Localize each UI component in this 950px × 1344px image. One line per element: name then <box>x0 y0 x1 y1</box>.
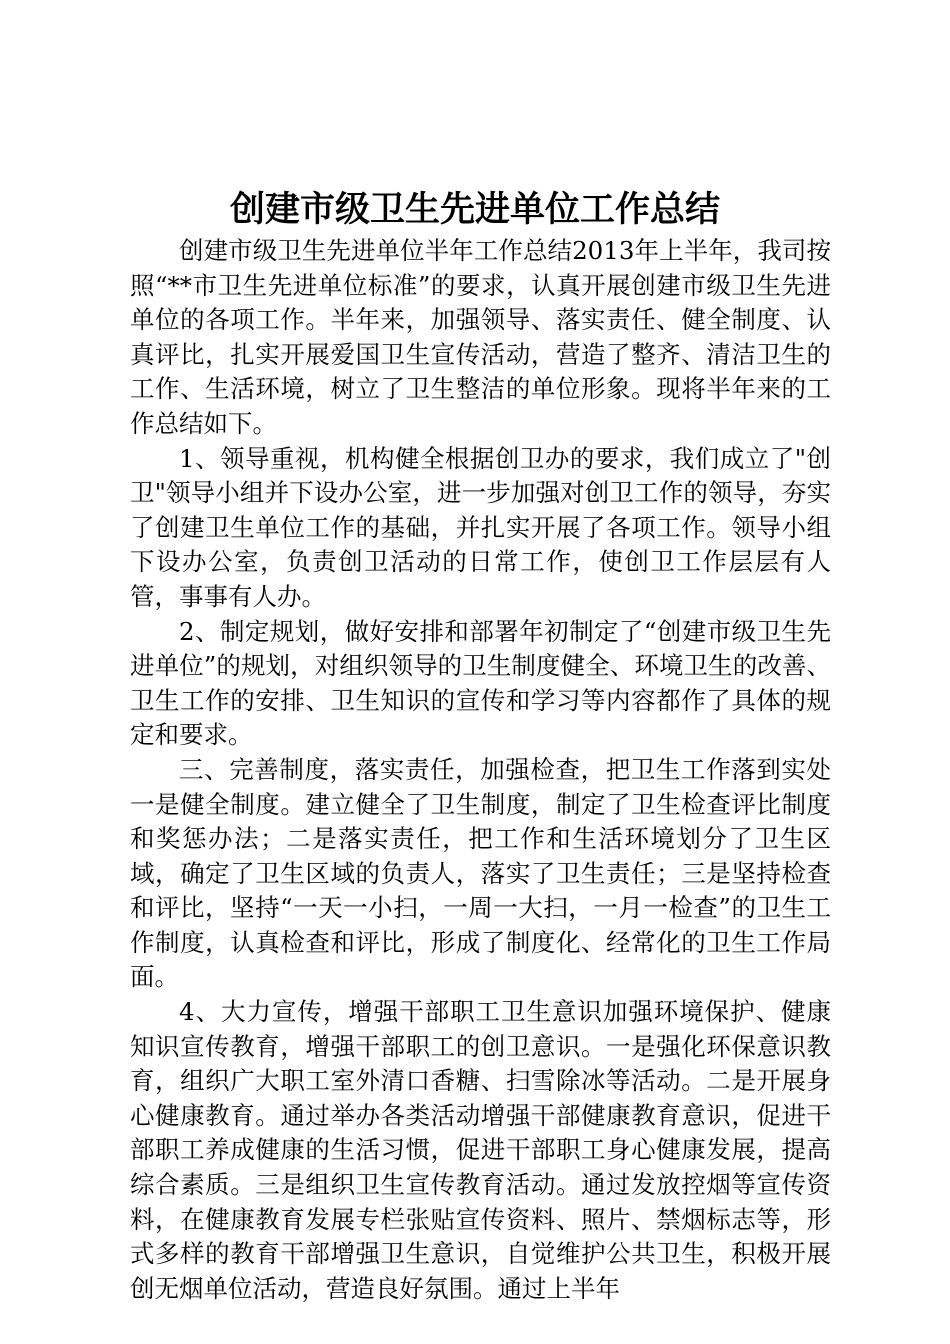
paragraph-section-4: 4、大力宣传，增强干部职工卫生意识加强环境保护、健康知识宣传教育，增强干部职工的创卫意识。一是强化环保意识教育，组织广大职工室外清口香糖、扫雪除冰等活动。二是开展身心健康教育。通过举办各类活动增强干部健康教育意识，促进干部职工养成健康的生活习惯，促进干部职工身心健康发展，提高综合素质。三是组织卫生宣传教育活动。通过发放控烟等宣传资料，在健康教育发展专栏张贴宣传资料、照片、禁烟标志等，形式多样的教育干部增强卫生意识，自觉维护公共卫生，积极开展创无烟单位活动，营造良好氛围。通过上半年 <box>130 997 831 1303</box>
document-title: 创建市级卫生先进单位工作总结 <box>229 190 720 230</box>
paragraph-section-3: 三、完善制度，落实责任，加强检查，把卫生工作落到实处一是健全制度。建立健全了卫生制度，制定了卫生检查评比制度和奖惩办法；二是落实责任，把工作和生活环境划分了卫生区域，确定了卫生区域的负责人，落实了卫生责任；三是坚持检查和评比，坚持“一天一小扫，一周一大扫，一月一检查”的卫生工作制度，认真检查和评比，形成了制度化、经常化的卫生工作局面。 <box>130 754 831 992</box>
paragraph-intro: 创建市级卫生先进单位半年工作总结2013年上半年，我司按照“**市卫生先进单位标准”的要求，认真开展创建市级卫生先进单位的各项工作。半年来，加强领导、落实责任、健全制度、认真评比，扎实开展爱国卫生宣传活动，营造了整齐、清洁卫生的工作、生活环境，树立了卫生整洁的单位形象。现将半年来的工作总结如下。 <box>130 236 831 438</box>
paragraph-section-2: 2、制定规划，做好安排和部署年初制定了“创建市级卫生先进单位”的规划，对组织领导的卫生制度健全、环境卫生的改善、卫生工作的安排、卫生知识的宣传和学习等内容都作了具体的规定和要求。 <box>130 616 831 750</box>
paragraph-section-1: 1、领导重视，机构健全根据创卫办的要求，我们成立了"创卫"领导小组并下设办公室，进一步加强对创卫工作的领导，夯实了创建卫生单位工作的基础，并扎实开展了各项工作。领导小组下设办公室，负责创卫活动的日常工作，使创卫工作层层有人管，事事有人办。 <box>130 443 831 611</box>
document-body <box>130 234 831 1306</box>
